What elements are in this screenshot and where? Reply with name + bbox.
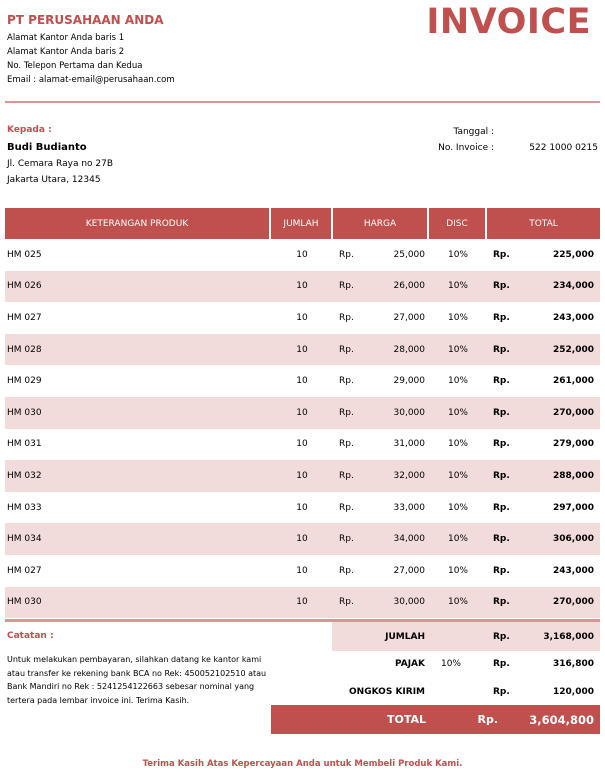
table-row xyxy=(5,365,600,397)
item-discount: 10% xyxy=(447,312,468,323)
item-quantity: 10 xyxy=(296,249,308,260)
header-total: TOTAL xyxy=(529,218,558,229)
item-total: 297,000 xyxy=(553,502,594,513)
shipping-label: ONGKOS KIRIM xyxy=(349,686,425,697)
company-address xyxy=(7,31,175,87)
table-row xyxy=(5,239,600,271)
item-price-currency: Rp. xyxy=(339,439,354,450)
address-line-1: Alamat Kantor Anda baris 1 xyxy=(7,33,125,43)
item-total: 279,000 xyxy=(553,439,594,450)
item-total: 261,000 xyxy=(553,376,594,387)
item-price-currency: Rp. xyxy=(339,249,354,260)
item-price: 30,000 xyxy=(393,597,425,608)
item-description: HM 030 xyxy=(7,597,42,608)
date-value xyxy=(529,124,598,140)
item-quantity: 10 xyxy=(296,597,308,608)
item-discount: 10% xyxy=(447,597,468,608)
item-price-currency: Rp. xyxy=(339,502,354,513)
recipient-city: Jakarta Utara, 12345 xyxy=(7,175,101,185)
tax-value: 316,800 xyxy=(553,658,594,669)
item-total-currency: Rp. xyxy=(493,439,510,450)
invoice-meta-values xyxy=(529,124,598,156)
item-price: 31,000 xyxy=(393,439,425,450)
item-price-currency: Rp. xyxy=(339,376,354,387)
recipient-street: Jl. Cemara Raya no 27B xyxy=(7,159,114,169)
item-description: HM 027 xyxy=(7,312,42,323)
item-discount: 10% xyxy=(447,565,468,576)
item-description: HM 032 xyxy=(7,470,42,481)
invoice-no-label: No. Invoice : xyxy=(438,143,494,153)
item-price: 27,000 xyxy=(393,565,425,576)
table-row xyxy=(5,334,600,366)
shipping-currency: Rp. xyxy=(493,686,510,697)
item-price: 27,000 xyxy=(393,312,425,323)
table-row xyxy=(5,492,600,524)
item-price: 28,000 xyxy=(393,344,425,355)
item-total: 270,000 xyxy=(553,407,594,418)
grand-total-currency: Rp. xyxy=(477,713,498,726)
header-quantity: JUMLAH xyxy=(271,208,333,239)
table-row xyxy=(5,460,600,492)
shipping-value: 120,000 xyxy=(553,686,594,697)
item-description: HM 025 xyxy=(7,249,42,260)
item-total-currency: Rp. xyxy=(493,312,510,323)
item-description: HM 033 xyxy=(7,502,42,513)
item-total: 225,000 xyxy=(553,249,594,260)
item-total-currency: Rp. xyxy=(493,281,510,292)
item-quantity: 10 xyxy=(296,470,308,481)
invoice-meta-labels xyxy=(438,124,494,156)
table-header xyxy=(5,208,600,239)
table-row xyxy=(5,271,600,303)
item-description: HM 027 xyxy=(7,565,42,576)
shipping-row xyxy=(332,678,600,705)
header-divider xyxy=(5,101,600,103)
item-price: 29,000 xyxy=(393,376,425,387)
table-row xyxy=(5,429,600,461)
item-description: HM 028 xyxy=(7,344,42,355)
address-line-2: Alamat Kantor Anda baris 2 xyxy=(7,47,125,57)
company-phone: No. Telepon Pertama dan Kedua xyxy=(7,61,143,71)
item-quantity: 10 xyxy=(296,312,308,323)
notes-text: Untuk melakukan pembayaran, silahkan datang ke kantor kami atau transfer ke rekening bank BCA no Rek: 450052102510 atau Bank Mandiri no Rek : 5241254122663 sebesar nominal yang tertera pada lembar invoice ini. Terima Kasih. xyxy=(7,655,267,705)
subtotal-value: 3,168,000 xyxy=(543,631,594,642)
item-total-currency: Rp. xyxy=(493,565,510,576)
item-discount: 10% xyxy=(447,439,468,450)
item-total: 243,000 xyxy=(553,565,594,576)
recipient-label: Kepada : xyxy=(7,125,52,135)
item-total: 306,000 xyxy=(553,534,594,545)
item-price: 26,000 xyxy=(393,281,425,292)
item-total: 252,000 xyxy=(553,344,594,355)
item-total-currency: Rp. xyxy=(493,344,510,355)
item-total-currency: Rp. xyxy=(493,597,510,608)
item-discount: 10% xyxy=(447,344,468,355)
company-name: PT PERUSAHAAN ANDA xyxy=(7,13,164,27)
grand-total-bar xyxy=(271,705,600,734)
item-price-currency: Rp. xyxy=(339,470,354,481)
company-email: Email : alamat-email@perusahaan.com xyxy=(7,75,175,85)
item-description: HM 026 xyxy=(7,281,42,292)
item-discount: 10% xyxy=(447,470,468,481)
grand-total-value: 3,604,800 xyxy=(529,712,594,727)
grand-total-label: TOTAL xyxy=(386,713,426,726)
tax-label: PAJAK xyxy=(394,658,425,669)
item-price-currency: Rp. xyxy=(339,344,354,355)
item-quantity: 10 xyxy=(296,407,308,418)
item-total: 234,000 xyxy=(553,281,594,292)
recipient-block xyxy=(7,140,113,188)
item-total: 288,000 xyxy=(553,470,594,481)
item-discount: 10% xyxy=(447,502,468,513)
item-total-currency: Rp. xyxy=(493,534,510,545)
item-total-currency: Rp. xyxy=(493,376,510,387)
item-description: HM 030 xyxy=(7,407,42,418)
item-price: 33,000 xyxy=(393,502,425,513)
item-quantity: 10 xyxy=(296,565,308,576)
item-price: 25,000 xyxy=(393,249,425,260)
item-price-currency: Rp. xyxy=(339,407,354,418)
item-total-currency: Rp. xyxy=(493,470,510,481)
item-price-currency: Rp. xyxy=(339,312,354,323)
recipient-name: Budi Budianto xyxy=(7,142,87,153)
item-quantity: 10 xyxy=(296,439,308,450)
notes-label: Catatan : xyxy=(7,631,54,641)
item-quantity: 10 xyxy=(296,281,308,292)
item-total-currency: Rp. xyxy=(493,249,510,260)
item-discount: 10% xyxy=(447,281,468,292)
item-price-currency: Rp. xyxy=(339,565,354,576)
table-row xyxy=(5,555,600,587)
item-price: 32,000 xyxy=(393,470,425,481)
item-total: 270,000 xyxy=(553,597,594,608)
tax-currency: Rp. xyxy=(493,658,510,669)
invoice-no-value: 522 1000 0215 xyxy=(529,143,598,153)
item-table-body xyxy=(5,239,600,618)
item-quantity: 10 xyxy=(296,502,308,513)
item-quantity: 10 xyxy=(296,534,308,545)
table-row xyxy=(5,587,600,619)
header-discount: DISC xyxy=(429,208,487,239)
item-discount: 10% xyxy=(447,407,468,418)
subtotal-row xyxy=(332,622,600,651)
item-price: 30,000 xyxy=(393,407,425,418)
item-quantity: 10 xyxy=(296,376,308,387)
item-description: HM 029 xyxy=(7,376,42,387)
table-row xyxy=(5,523,600,555)
item-price: 34,000 xyxy=(393,534,425,545)
item-quantity: 10 xyxy=(296,344,308,355)
item-total-currency: Rp. xyxy=(493,502,510,513)
item-discount: 10% xyxy=(447,249,468,260)
item-description: HM 034 xyxy=(7,534,42,545)
item-total-currency: Rp. xyxy=(493,407,510,418)
tax-row xyxy=(332,651,600,676)
footer-thanks: Terima Kasih Atas Kepercayaan Anda untuk Membeli Produk Kami. xyxy=(142,759,463,769)
date-label: Tanggal : xyxy=(453,127,494,137)
item-total: 243,000 xyxy=(553,312,594,323)
subtotal-currency: Rp. xyxy=(493,631,510,642)
item-discount: 10% xyxy=(447,534,468,545)
header-price: HARGA xyxy=(333,208,429,239)
item-price-currency: Rp. xyxy=(339,281,354,292)
item-discount: 10% xyxy=(447,376,468,387)
table-row xyxy=(5,397,600,429)
item-description: HM 031 xyxy=(7,439,42,450)
table-row xyxy=(5,302,600,334)
item-price-currency: Rp. xyxy=(339,534,354,545)
tax-percent: 10% xyxy=(440,658,461,669)
subtotal-label: JUMLAH xyxy=(385,631,425,642)
invoice-title: INVOICE xyxy=(426,2,591,42)
item-price-currency: Rp. xyxy=(339,597,354,608)
header-product: KETERANGAN PRODUK xyxy=(5,208,271,239)
